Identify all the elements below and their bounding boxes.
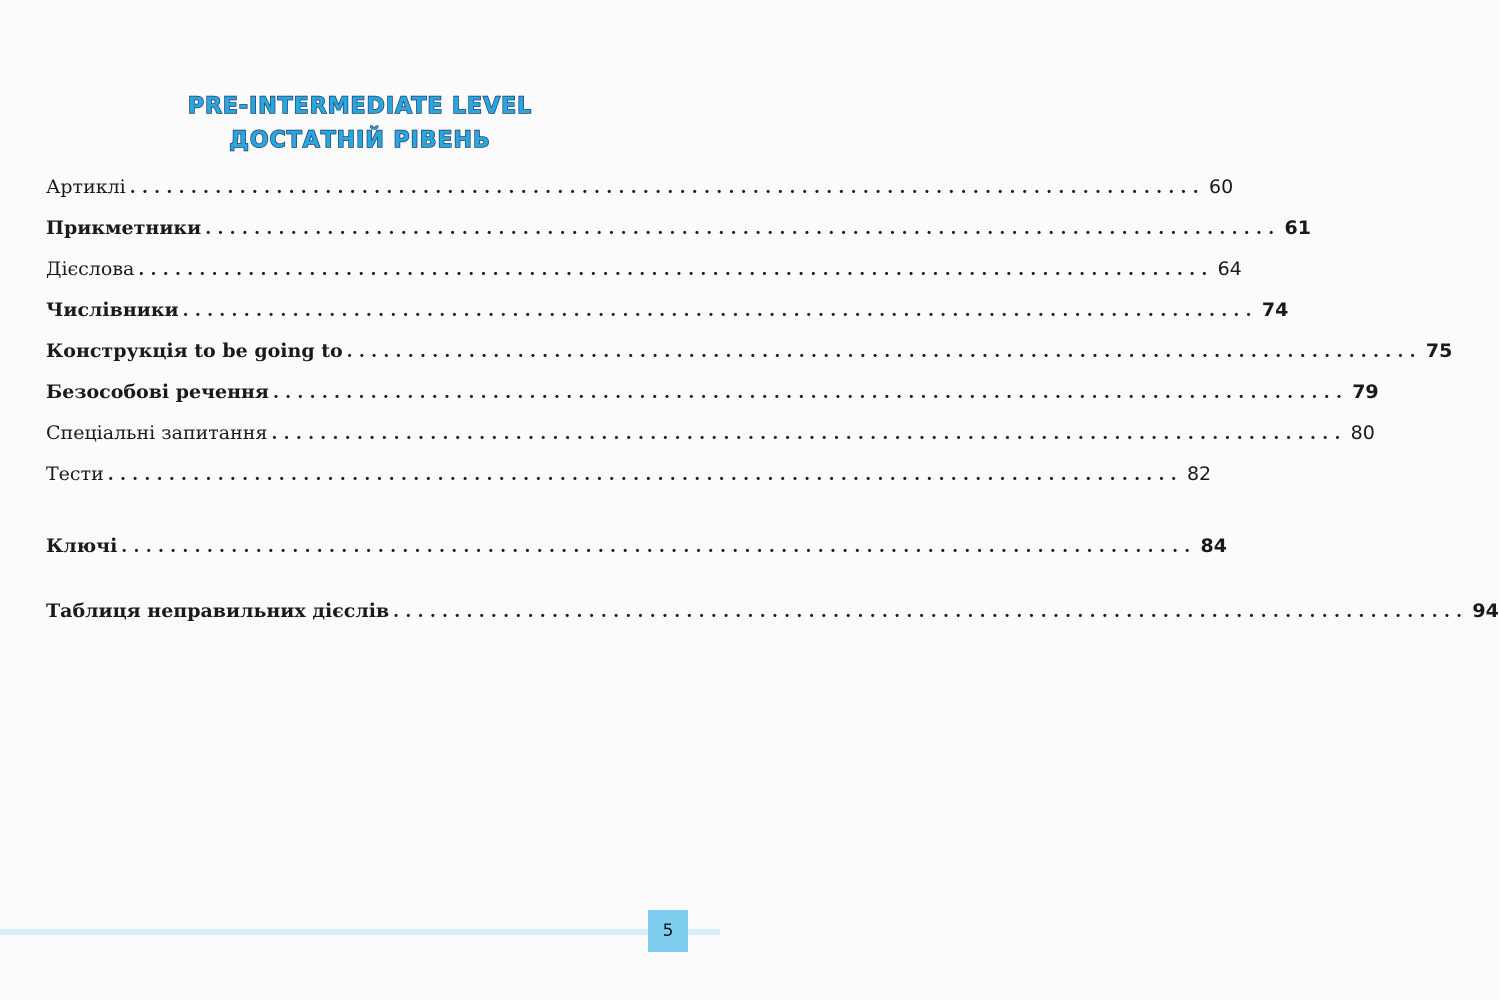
toc-entry[interactable] xyxy=(46,172,1234,202)
toc-entry-page: 84 xyxy=(1200,535,1227,557)
toc-entry-label: Тести xyxy=(46,463,104,485)
toc-entry-page: 60 xyxy=(1208,176,1234,198)
toc-entry-label: Артиклі xyxy=(46,176,126,198)
toc-entry[interactable] xyxy=(46,295,1289,325)
section-heading-ukrainian: ДОСТАТНІЙ РІВЕНЬ xyxy=(229,128,491,153)
toc-entry[interactable] xyxy=(46,459,1212,489)
toc-entry-label: Таблиця неправильних дієслів xyxy=(46,600,390,622)
page-number-badge: 5 xyxy=(648,910,688,952)
toc-leader-dots: ........................................................................................ xyxy=(272,383,1349,403)
toc-entry-label: Числівники xyxy=(46,299,179,321)
toc-entry-label: Спеціальні запитання xyxy=(46,422,268,444)
toc-leader-dots: ........................................................................................ xyxy=(121,537,1197,557)
toc-leader-dots: ........................................................................................ xyxy=(393,602,1469,622)
toc-entry-page: 80 xyxy=(1350,422,1375,444)
toc-entry-page: 61 xyxy=(1284,217,1311,239)
toc-entry-label: Безособові речення xyxy=(46,381,269,403)
toc-leader-dots: ........................................................................................ xyxy=(107,465,1183,485)
toc-entry[interactable] xyxy=(46,418,1375,448)
toc-entry-page: 82 xyxy=(1186,463,1212,485)
toc-entry[interactable] xyxy=(46,254,1242,284)
toc-entry-page: 64 xyxy=(1217,258,1242,280)
toc-leader-dots: ........................................................................................ xyxy=(205,219,1281,239)
footer-divider xyxy=(0,929,720,935)
toc-entry-label: Ключі xyxy=(46,535,118,557)
toc-entry[interactable] xyxy=(46,213,1311,243)
toc-leader-dots: ........................................................................................ xyxy=(138,260,1214,280)
toc-entry-page: 79 xyxy=(1352,381,1379,403)
toc-leader-dots: ........................................................................................ xyxy=(271,424,1347,444)
toc-leader-dots: ........................................................................................ xyxy=(129,178,1205,198)
toc-entry-label: Конструкція to be going to xyxy=(46,340,343,362)
toc-entry[interactable] xyxy=(46,377,1379,407)
toc-entry-label: Прикметники xyxy=(46,217,202,239)
section-heading-english: PRE-INTERMEDIATE LEVEL xyxy=(187,94,533,119)
toc-leader-dots: ........................................................................................ xyxy=(346,342,1422,362)
toc-entry-label: Дієслова xyxy=(46,258,135,280)
toc-entry-page: 75 xyxy=(1425,340,1453,362)
toc-entry[interactable] xyxy=(46,596,1499,626)
toc-entry-page: 74 xyxy=(1261,299,1289,321)
toc-entry-page: 94 xyxy=(1472,600,1499,622)
toc-entry[interactable] xyxy=(46,336,1453,366)
toc-entry[interactable] xyxy=(46,531,1227,561)
toc-leader-dots: ........................................................................................ xyxy=(182,301,1258,321)
